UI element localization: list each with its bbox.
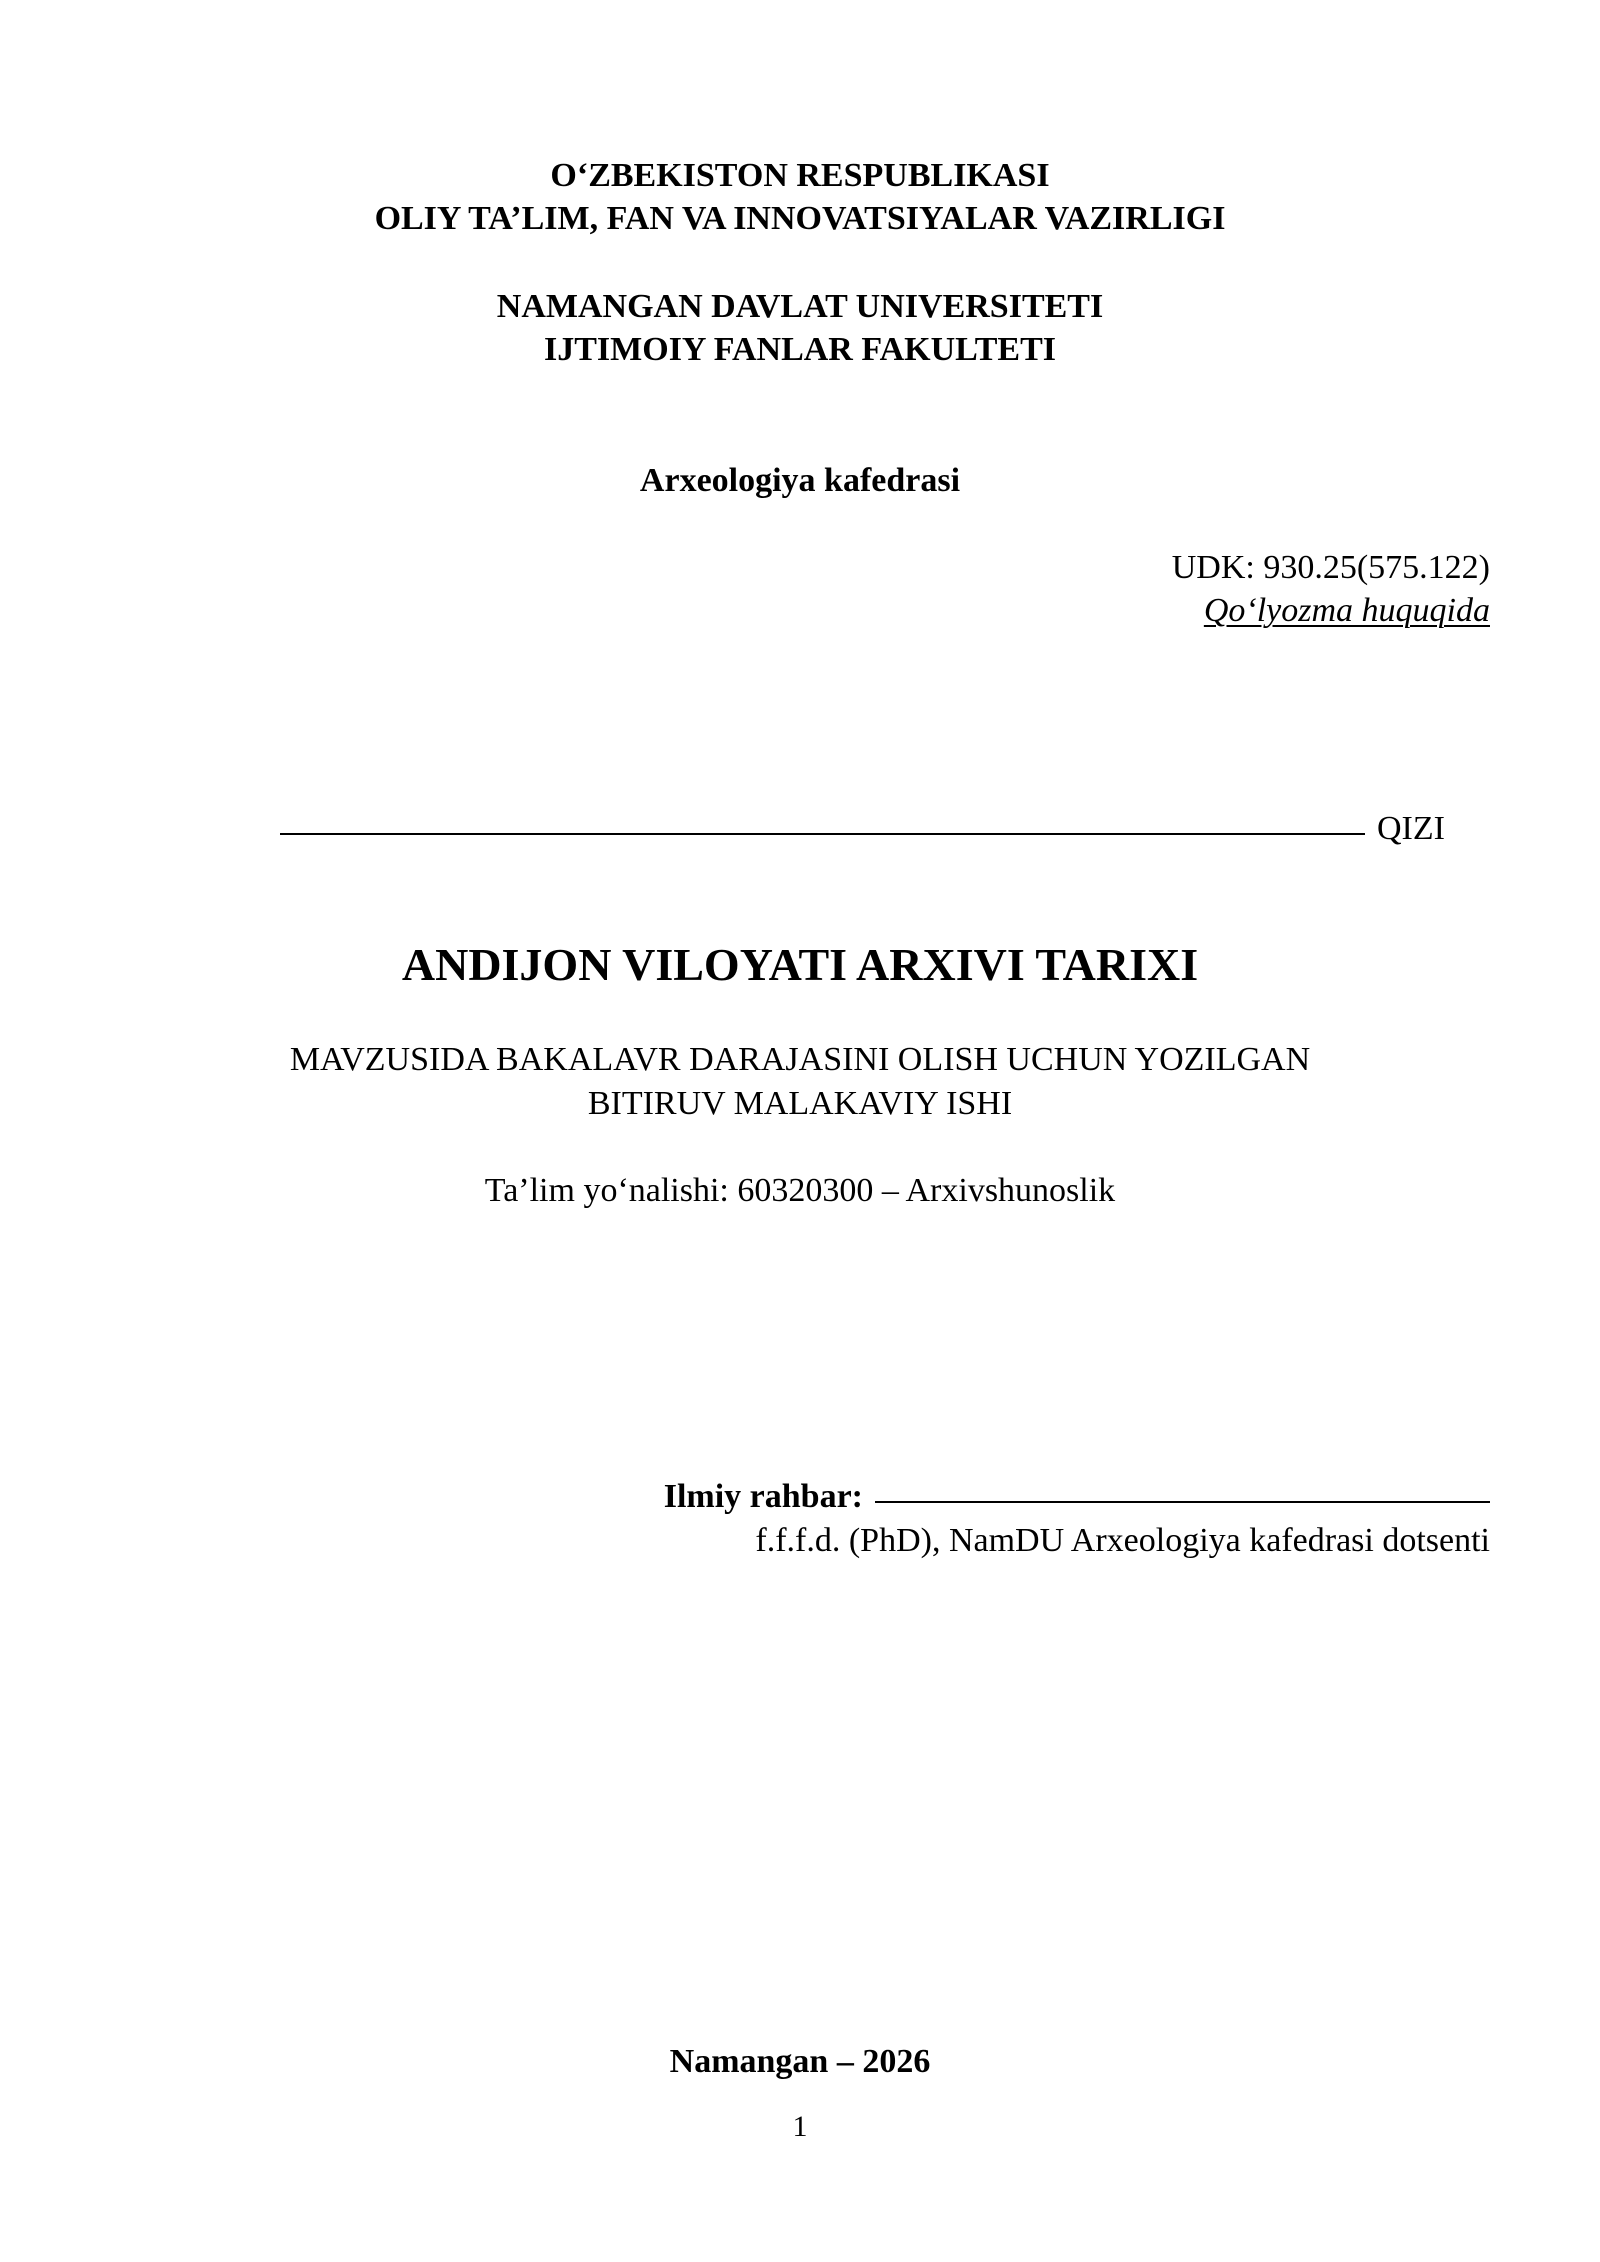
thesis-subtitle-line-2: BITIRUV MALAKAVIY ISHI: [587, 1085, 1013, 1122]
thesis-title: ANDIJON VILOYATI ARXIVI TARIXI: [401, 939, 1199, 990]
university-heading: NAMANGAN DAVLAT UNIVERSITETI: [496, 288, 1104, 325]
department-heading: Arxeologiya kafedrasi: [639, 462, 961, 499]
manuscript-rights-note: Qo‘lyozma huquqida: [1203, 592, 1490, 629]
advisor-label: Ilmiy rahbar:: [663, 1478, 863, 1515]
republic-heading: O‘ZBEKISTON RESPUBLIKASI: [550, 157, 1050, 194]
ministry-heading: OLIY TA’LIM, FAN VA INNOVATSIYALAR VAZIRLIGI: [374, 200, 1226, 237]
advisor-line: [664, 1480, 1490, 1514]
udk-code: UDK: 930.25(575.122): [1171, 549, 1490, 586]
thesis-subtitle-line-1: MAVZUSIDA BAKALAVR DARAJASINI OLISH UCHUN YOZILGAN: [289, 1041, 1311, 1078]
student-name-line: [280, 812, 1445, 846]
faculty-heading: IJTIMOIY FANLAR FAKULTETI: [544, 331, 1056, 368]
advisor-name-blank: [875, 1501, 1490, 1503]
page-number: 1: [792, 2110, 808, 2143]
student-name-blank: [280, 833, 1365, 835]
education-direction: Ta’lim yo‘nalishi: 60320300 – Arxivshunoslik: [484, 1172, 1116, 1209]
place-and-year: Namangan – 2026: [669, 2043, 931, 2080]
student-name-suffix: QIZI: [1377, 810, 1445, 847]
advisor-title: f.f.f.d. (PhD), NamDU Arxeologiya kafedrasi dotsenti: [755, 1522, 1490, 1559]
